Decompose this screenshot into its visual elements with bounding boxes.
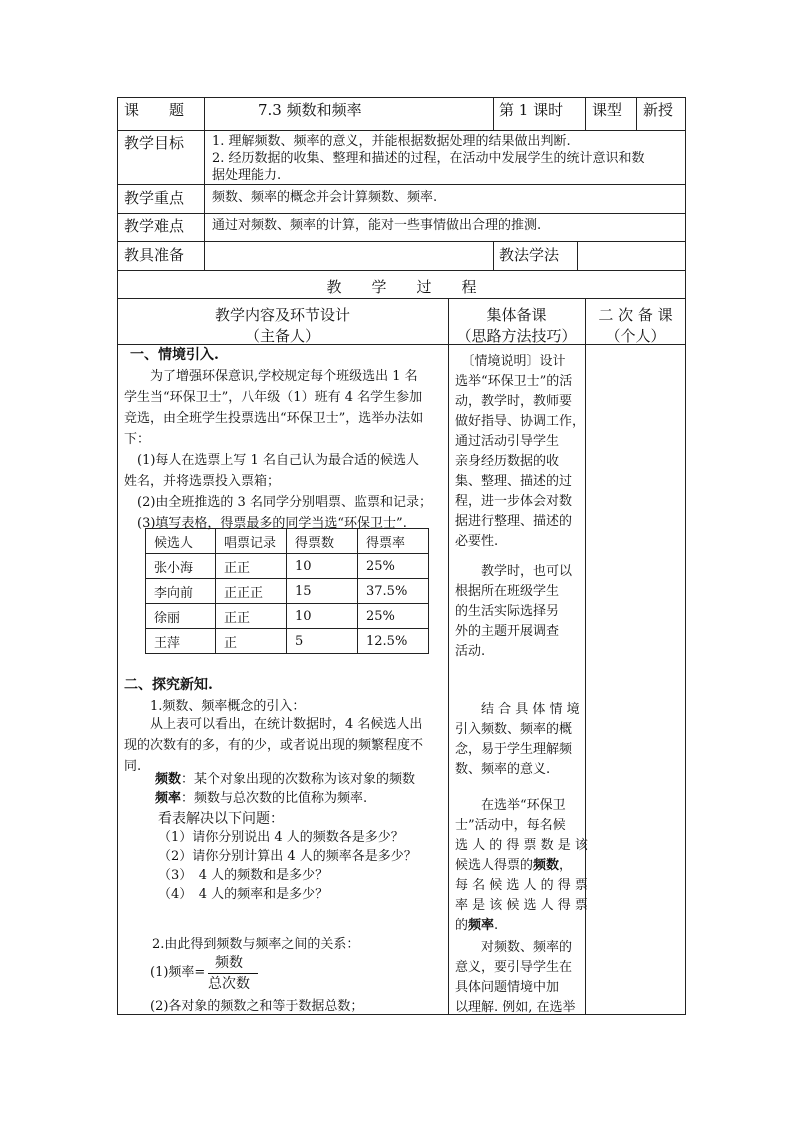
table-cell: 37.5%: [358, 579, 429, 604]
rule-line: (2)由全班推选的 3 名同学分别唱票、监票和记录；: [124, 495, 432, 510]
note-4: [455, 796, 588, 936]
def-rate: [155, 792, 367, 805]
key-text: 频数、频率的概念并会计算频数、频率.: [212, 190, 438, 205]
p1-line: 从上表可以看出，在统计数据时，4 名候选人出: [124, 717, 423, 732]
key-label: 教学重点: [124, 189, 185, 207]
def-freq-text: ：某个对象出现的次数称为该对象的频数: [181, 772, 416, 787]
p1-line: 同.: [124, 759, 142, 774]
note-line: 对频数、频率的: [455, 940, 573, 955]
note-line: 结 合 具 体 情 境: [455, 702, 580, 717]
note-2: [455, 562, 572, 662]
table-header: 唱票记录: [216, 529, 287, 554]
note-line: 在选举“环保卫: [455, 798, 566, 813]
table-cell: 张小海: [146, 554, 216, 579]
rule-line: (3)填写表格，得票最多的同学当选“环保卫士”.: [124, 516, 407, 531]
process-title: 教 学 过 程: [326, 278, 477, 296]
type-label: 课型: [592, 101, 623, 119]
table-cell: 10: [287, 604, 358, 629]
def-rate-text: ：频数与总次数的比值称为频率.: [181, 791, 368, 806]
note-bold: 频率: [468, 918, 495, 933]
question-list: [158, 828, 417, 904]
p2-title: 2.由此得到频数与频率之间的关系：: [152, 937, 360, 952]
col2-header-line2: （思路方法技巧）: [456, 327, 577, 345]
table-cell: 5: [287, 629, 358, 654]
rules: [124, 450, 432, 534]
intro-line: 为了增强环保意识,学校规定每个班级选出 1 名: [124, 369, 418, 384]
p1-paragraph: [124, 714, 423, 777]
def-freq: [155, 773, 415, 786]
note-line: 的生活实际选择另: [455, 604, 560, 619]
goals-line3: 据处理能力.: [212, 168, 282, 183]
note-line: 亲身经历数据的收: [455, 454, 560, 469]
col2-header-line1: 集体备课: [486, 306, 547, 324]
p1-title: 1.频数、频率概念的引入：: [124, 699, 306, 714]
relation-2: (2)各对象的频数之和等于数据总数；: [150, 999, 364, 1014]
table-cell: 徐丽: [146, 604, 216, 629]
table-header: 得票率: [358, 529, 429, 554]
note-line: 外的主题开展调查: [455, 624, 560, 639]
cell-divider: [204, 184, 205, 214]
table-cell: 15: [287, 579, 358, 604]
table-header: 候选人: [146, 529, 216, 554]
cell-divider: [204, 213, 205, 242]
note-line: [455, 856, 588, 876]
table-header-row: [146, 529, 429, 554]
table-cell: 正正: [216, 604, 287, 629]
difficulty-text: 通过对频数、频率的计算，能对一些事情做出合理的推测.: [212, 218, 542, 233]
col3-header-line2: （个人）: [605, 327, 666, 345]
table-cell: 25%: [358, 604, 429, 629]
note-line: 动，教学时，教师要: [455, 394, 573, 409]
formula-fraction-bar: [208, 973, 258, 974]
cell-divider: [636, 97, 637, 131]
note-line: [455, 916, 588, 936]
table-cell: 25%: [358, 554, 429, 579]
note-line: 意义，要引导学生在: [455, 960, 573, 975]
def-freq-label: 频数: [155, 772, 182, 787]
row-prep: [117, 241, 686, 271]
note-line: 念，易于学生理解频: [455, 742, 573, 757]
goals-line2: 2. 经历数据的收集、整理和描述的过程，在活动中发展学生的统计意识和数: [212, 151, 645, 166]
note-line: 活动.: [455, 644, 486, 659]
note-5: [455, 938, 576, 1018]
course-title: 7.3 频数和频率: [258, 101, 362, 119]
method-label: 教法学法: [499, 246, 560, 264]
table-row: [146, 579, 429, 604]
cell-divider: [577, 241, 578, 271]
note-1: [455, 352, 585, 552]
note-line: 引入频数、频率的概: [455, 722, 573, 737]
note-line: 具体问题情境中加: [455, 980, 560, 995]
table-cell: 李向前: [146, 579, 216, 604]
rule-line: 姓名，并将选票投入票箱；: [124, 474, 281, 489]
note-line: 率 是 该 候 选 人 得 票: [455, 898, 588, 913]
table-row: [146, 554, 429, 579]
table-cell: 王萍: [146, 629, 216, 654]
cell-divider: [204, 130, 205, 185]
rule-line: (1)每人在选票上写 1 名自己认为最合适的候选人: [124, 453, 419, 468]
note-text: 的: [455, 918, 469, 933]
note-line: 做好指导、协调工作，: [455, 414, 586, 429]
table-cell: 正正正: [216, 579, 287, 604]
table-cell: 正正: [216, 554, 287, 579]
section2-title: 二、探究新知.: [124, 677, 213, 693]
col1-header-line1: 教学内容及环节设计: [214, 306, 350, 324]
question-item: （3） 4 人的频数和是多少？: [158, 868, 329, 883]
table-cell: 正: [216, 629, 287, 654]
formula-numerator: 频数: [215, 955, 243, 971]
question-item: （4） 4 人的频率和是多少？: [158, 887, 329, 902]
note-line: 数、频率的意义.: [455, 762, 551, 777]
question-title: 看表解决以下问题：: [158, 811, 284, 827]
difficulty-label: 教学难点: [124, 217, 185, 235]
question-item: （1）请你分别说出 4 人的频数各是多少？: [158, 830, 404, 845]
note-line: 通过活动引导学生: [455, 434, 560, 449]
note-text: .: [494, 918, 499, 933]
cell-divider: [204, 97, 205, 131]
section1-title: 一、情境引入.: [130, 347, 219, 363]
note-line: 每 名 候 选 人 的 得 票: [455, 878, 588, 893]
cell-divider: [493, 241, 494, 271]
note-line: 根据所在班级学生: [455, 584, 560, 599]
note-line: 选 人 的 得 票 数 是 该: [455, 838, 588, 853]
cell-divider: [585, 97, 586, 131]
intro-line: 学生当“环保卫士”，八年级（1）班有 4 名学生参加: [124, 390, 423, 405]
table-cell: 12.5%: [358, 629, 429, 654]
table-row: [146, 604, 429, 629]
note-line: 必要性.: [455, 534, 499, 549]
col1-header-line2: （主备人）: [244, 327, 320, 345]
note-line: 以理解. 例如, 在选举: [455, 1000, 576, 1015]
table-row: [146, 629, 429, 654]
label-course: 课 题: [124, 101, 185, 119]
goals-label: 教学目标: [124, 134, 185, 152]
note-text: ，: [559, 858, 573, 873]
type-value: 新授: [643, 101, 674, 119]
vote-table: [145, 528, 429, 654]
prep-label: 教具准备: [124, 246, 185, 264]
note-line: 据进行整理、描述的: [455, 514, 573, 529]
cell-divider: [493, 97, 494, 131]
intro-line: 下：: [124, 432, 151, 447]
formula-denominator: 总次数: [208, 976, 250, 992]
table-header: 得票数: [287, 529, 358, 554]
note-line: 程，进一步体会对数: [455, 494, 573, 509]
note-text: 候选人得票的: [455, 858, 534, 873]
intro-paragraph: [124, 366, 423, 450]
note-line: 选举“环保卫士”的活: [455, 374, 573, 389]
note-bold: 频数: [533, 858, 560, 873]
note-line: 教学时，也可以: [455, 564, 573, 579]
def-rate-label: 频率: [155, 791, 182, 806]
cell-divider: [204, 241, 205, 271]
note-line: 集、整理、描述的过: [455, 474, 573, 489]
p1-line: 现的次数有的多，有的少，或者说出现的频繁程度不: [124, 738, 424, 753]
period: 第 1 课时: [499, 101, 564, 119]
col3-header-line1: 二 次 备 课: [598, 306, 673, 324]
note-line: 士”活动中，每名候: [455, 818, 566, 833]
table-cell: 10: [287, 554, 358, 579]
goals-line1: 1. 理解频数、频率的意义，并能根据数据处理的结果做出判断.: [212, 134, 571, 149]
formula-lhs: (1)频率=: [150, 965, 206, 980]
intro-line: 竞选，由全班学生投票选出“环保卫士”，选举办法如: [124, 411, 424, 426]
question-item: （2）请你分别计算出 4 人的频率各是多少？: [158, 849, 417, 864]
note-3: [455, 700, 580, 780]
note-line: 〔情境说明〕设计: [455, 354, 566, 369]
